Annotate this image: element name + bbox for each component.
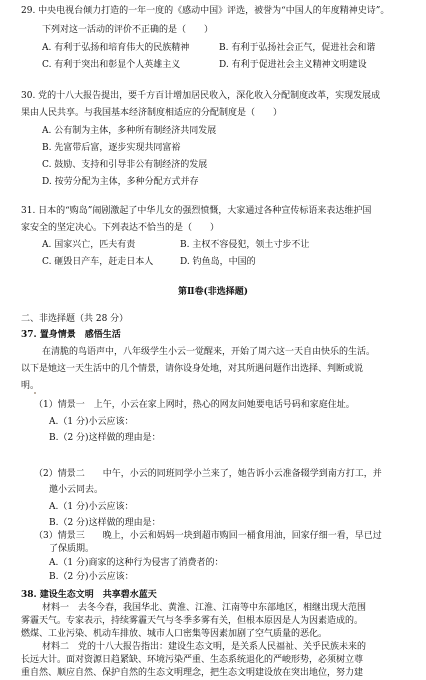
q37-heading: 37. 置身情景 感悟生活: [21, 330, 121, 340]
q37-intro-line-1: 在清脆的鸟语声中，八年级学生小云一觉醒来，开始了周六这一天自由快乐的生活。: [42, 347, 376, 357]
q31-option-c: C. 砸毁日产车，赶走日本人: [42, 257, 154, 267]
q29-stem-line-1: 29. 中央电视台倾力打造的一年一度的《感动中国》评选，被誉为“中国人的年度精神史诗”。: [21, 6, 390, 16]
q37-scenario-2-line-1: （2）情景二 中午，小云的同班同学小兰来了，她告诉小云准备辍学到南方打工，并: [34, 469, 382, 479]
part-two-title: 第Ⅱ卷(非选择题): [177, 287, 249, 297]
q37-intro-line-3: 明。: [21, 381, 40, 391]
q31-option-b: B. 主权不容侵犯，领土寸步不让: [180, 240, 310, 250]
q37-scenario-1-b: B.（2 分)这样做的理由是：: [49, 433, 161, 443]
q38-material-2-line-1: 材料二 党的十八大报告指出：建设生态文明，是关系人民福祉、关乎民族未来的: [42, 642, 367, 652]
q37-scenario-3-b: B.（2 分)小云应该：: [49, 572, 134, 582]
q38-material-2-line-2: 长远大计。面对资源日趋紧缺、环境污染严重、生态系统退化的严峻形势，必须树立尊: [21, 655, 364, 665]
q38-heading: 38. 建设生态文明 共享碧水蓝天: [21, 590, 157, 600]
q29-option-c: C. 有利于突出和彰显个人英雄主义: [42, 60, 181, 70]
q37-scenario-1-a: A.（1 分)小云应该：: [49, 417, 134, 427]
q37-scenario-1: （1）情景一 上午，小云在家上网时，热心的网友问她要电话号码和家庭住址。: [34, 400, 355, 410]
q30-option-a: A. 公有制为主体，多种所有制经济共同发展: [42, 126, 217, 136]
q30-option-c: C. 鼓励、支持和引导非公有制经济的发展: [42, 160, 208, 170]
q37-scenario-2-a: A.（1 分)小云应该：: [49, 502, 134, 512]
q30-stem-line-2: 果由人民共享。与我国基本经济制度相适应的分配制度是（ ）: [21, 108, 283, 118]
speck-mark: [34, 392, 36, 394]
q37-scenario-3-line-1: （3）情景三 晚上，小云和妈妈一块到超市购回一桶食用油，回家仔细一看，早已过: [34, 531, 382, 541]
q38-material-1-line-1: 材料一 去冬今春，我国华北、黄淮、江淮、江南等中东部地区，相继出现大范围: [42, 603, 367, 613]
q37-scenario-2-b: B.（2 分)这样做的理由是：: [49, 518, 161, 528]
q29-option-d: D. 有利于促进社会主义精神文明建设: [219, 60, 367, 70]
q31-option-a: A. 国家兴亡，匹夫有责: [42, 240, 136, 250]
section-two-heading: 二、非选择题（共 28 分）: [21, 314, 129, 324]
q30-option-d: D. 按劳分配为主体，多种分配方式并存: [42, 177, 199, 187]
q37-intro-line-2: 以下是她这一天生活中的几个情景，请你设身处地，对其所遇问题作出选择、判断或说: [21, 364, 364, 374]
q37-scenario-3-line-2: 了保质期。: [49, 544, 95, 554]
q37-scenario-3-a: A.（1 分)商家的这种行为侵害了消费者的：: [49, 558, 224, 568]
q29-option-b: B. 有利于弘扬社会正气，促进社会和谐: [219, 43, 376, 53]
q31-option-d: D. 钓鱼岛，中国的: [180, 257, 256, 267]
q29-option-a: A. 有利于弘扬和培育伟大的民族精神: [42, 43, 190, 53]
q38-material-1-line-3: 燃煤、工业污染、机动车排放、城市人口密集等因素加剧了空气质量的恶化。: [21, 629, 328, 639]
q30-stem-line-1: 30. 党的十八大报告提出，要千方百计增加居民收入，深化收入分配制度改革，实现发展成: [21, 91, 381, 101]
q37-scenario-2-line-2: 邀小云同去。: [49, 485, 104, 495]
q29-stem-line-2: 下列对这一活动的评价不正确的是（ ）: [42, 25, 214, 35]
q31-stem-line-1: 31. 日本的“购岛”闹剧激起了中华儿女的强烈愤慨，大家通过各种宣传标语来表达维护国: [21, 206, 372, 216]
q30-option-b: B. 先富带后富，逐步实现共同富裕: [42, 143, 181, 153]
q38-material-1-line-2: 雾霾天气。专家表示，持续雾霾天气与冬季多雾有关，但根本原因是人为因素造成的。: [21, 616, 364, 626]
q38-material-2-line-3: 重自然、顺应自然、保护自然的生态文明理念，把生态文明建设放在突出地位，努力建: [21, 668, 364, 678]
q31-stem-line-2: 家安全的坚定决心。下列表达不恰当的是（ ）: [21, 223, 220, 233]
